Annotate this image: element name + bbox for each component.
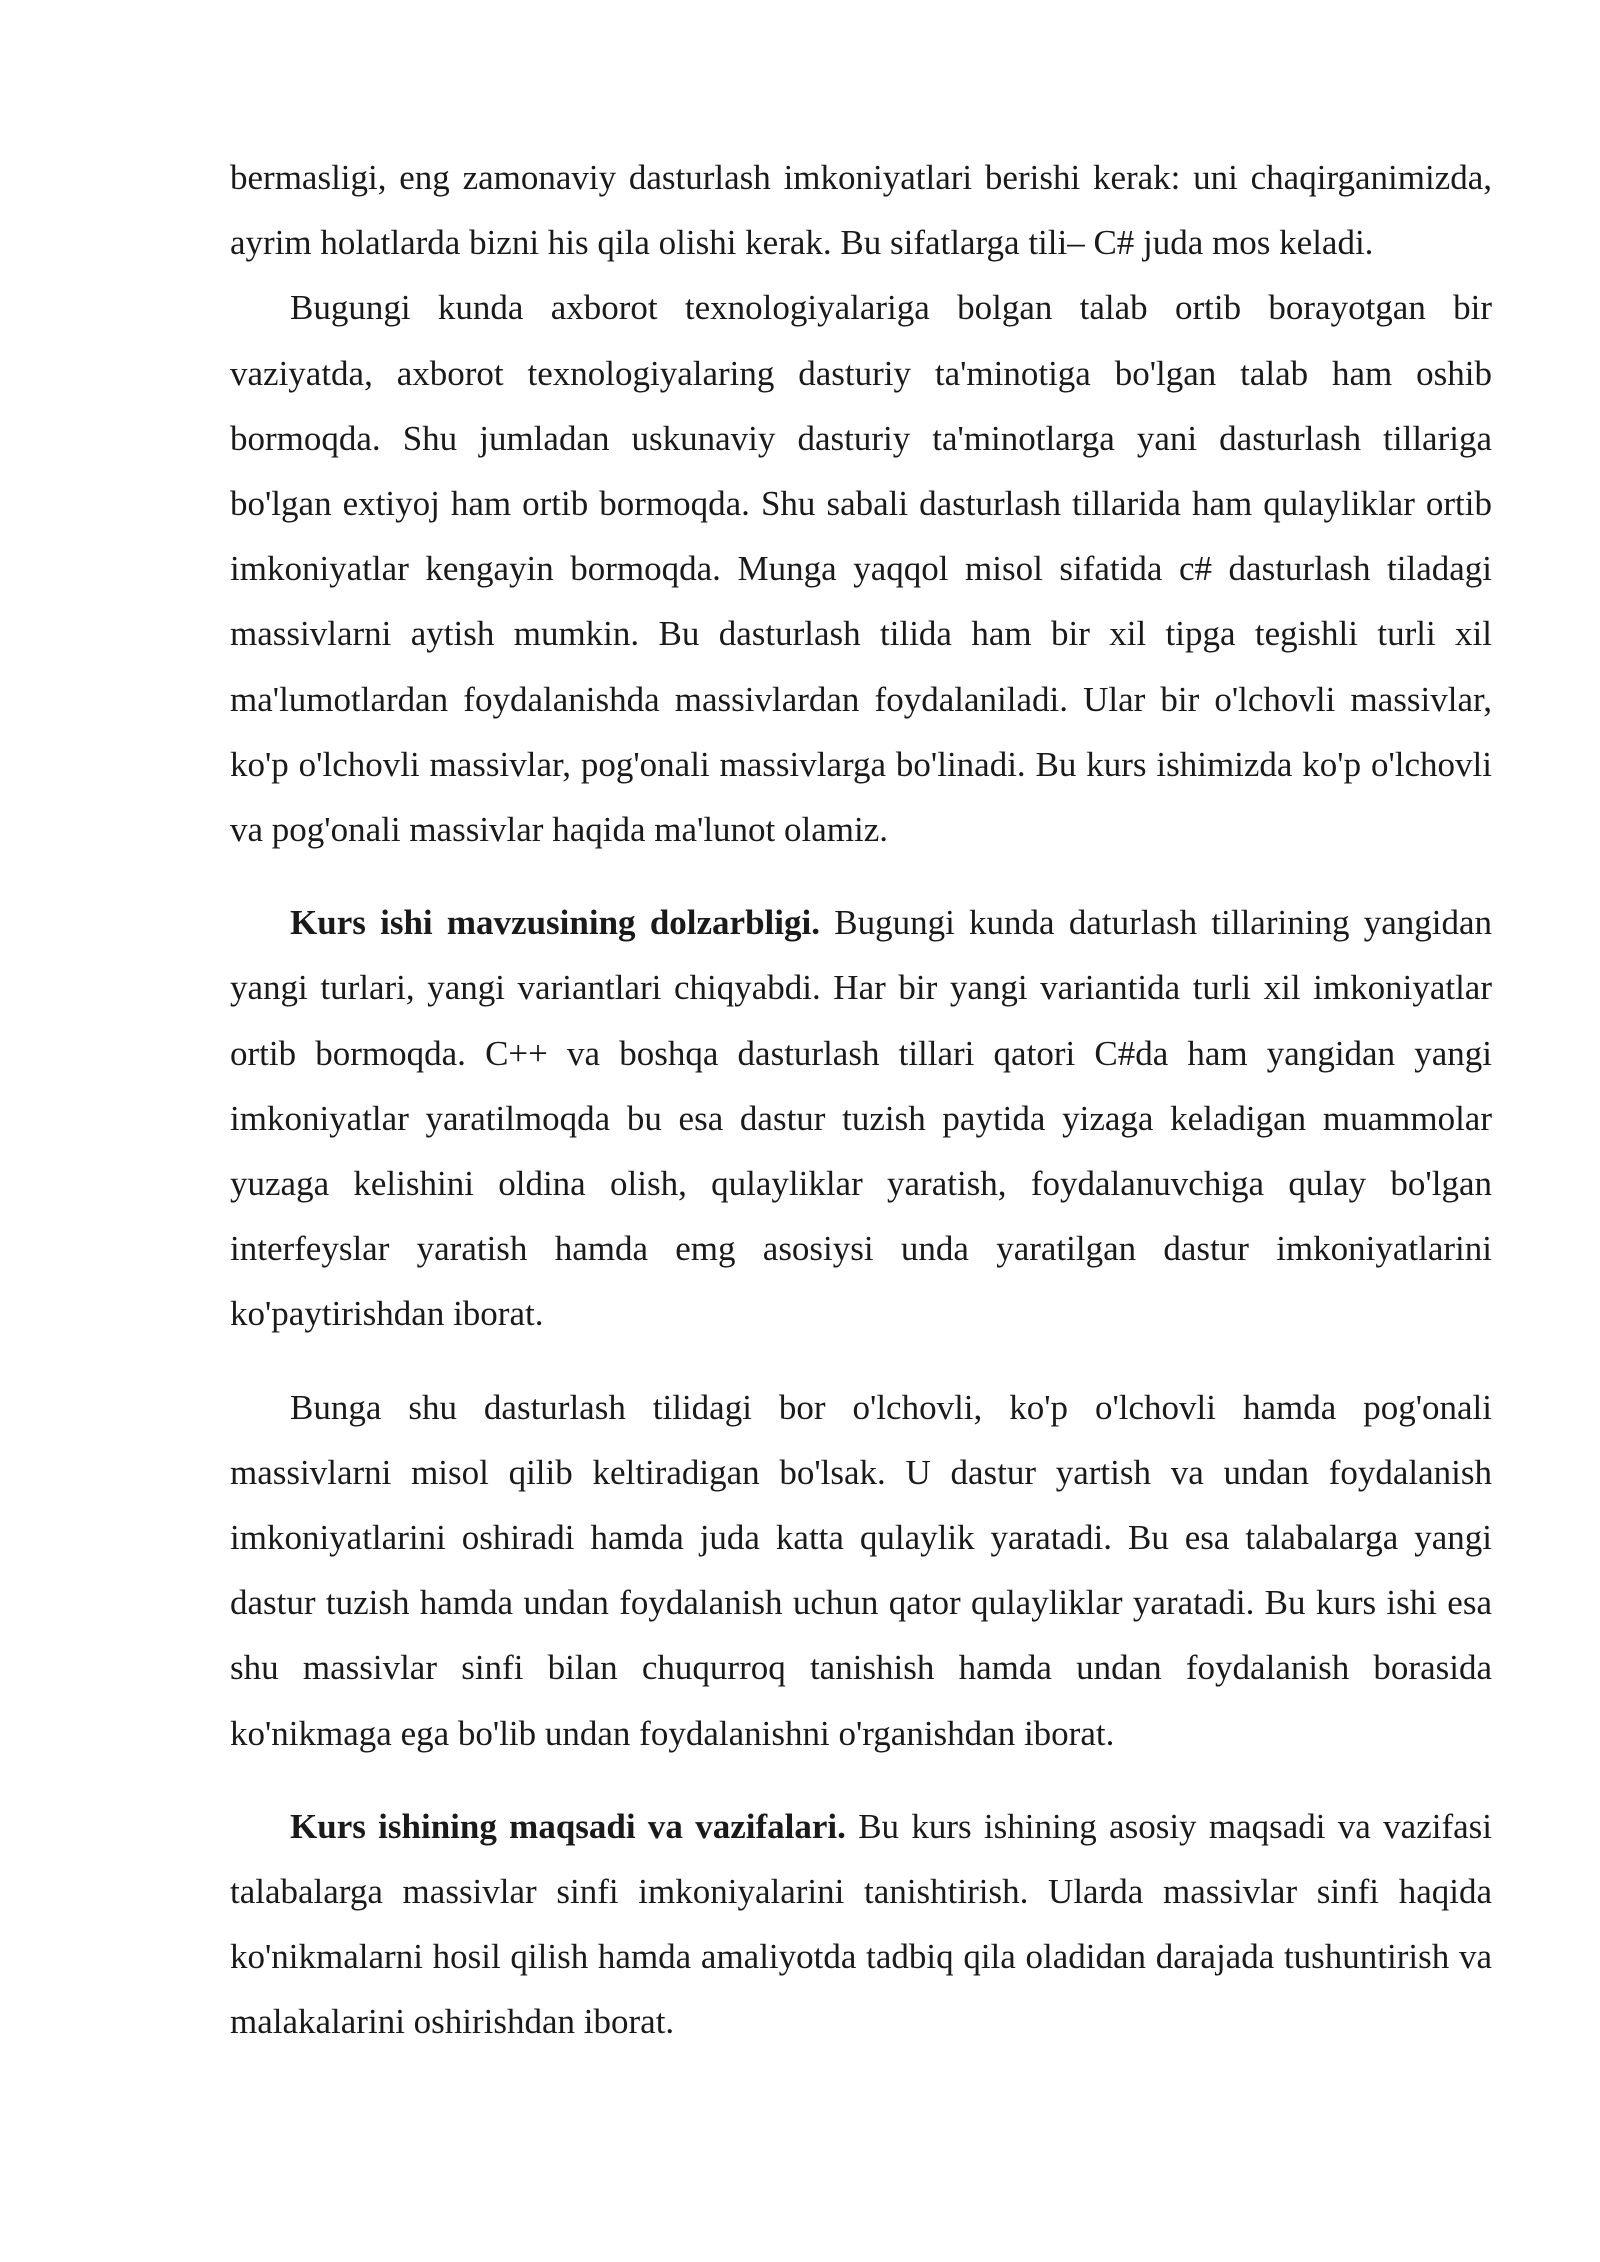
document-body xyxy=(230,145,1492,2055)
section-heading-goals: Kurs ishining maqsadi va vazifalari. xyxy=(290,1806,846,1846)
paragraph-text: Bugungi kunda daturlash tillarining yangidan yangi turlari, yangi variantlari chiqyabdi. Har bir yangi variantida turli xil imkoniyatlar ortib bormoqda. C++ va boshqa dasturlash tillari qatori C#da ham yangidan yangi imkoniyatlar yaratilmoqda bu esa dastur tuzish paytida yizaga keladigan muammolar yuzaga kelishini oldina olish, qulayliklar yaratish, foydalanuvchiga qulay bo'lgan interfeyslar yaratish hamda emg asosiysi unda yaratilgan dastur imkoniyatlarini ko'paytirishdan iborat. xyxy=(230,903,1492,1334)
paragraph-relevance xyxy=(230,890,1492,1346)
paragraph-text: Bugungi kunda axborot texnologiyalariga bolgan talab ortib borayotgan bir vaziyatda, axborot texnologiyalaring dasturiy ta'minotiga bo'lgan talab ham oshib bormoqda. Shu jumladan uskunaviy dasturiy ta'minotlarga yani dasturlash tillariga bo'lgan extiyoj ham ortib bormoqda. Shu sabali dasturlash tillarida ham qulayliklar ortib imkoniyatlar kengayin bormoqda. Munga yaqqol misol sifatida c# dasturlash tiladagi massivlarni aytish mumkin. Bu dasturlash tilida ham bir xil tipga tegishli turli xil ma'lumotlardan foydalanishda massivlardan foydalaniladi. Ular bir o'lchovli massivlar, ko'p o'lchovli massivlar, pog'onali massivlarga bo'linadi. Bu kurs ishimizda ko'p o'lchovli va pog'onali massivlar haqida ma'lunot olamiz. xyxy=(230,288,1492,850)
paragraph-goals xyxy=(230,1794,1492,2055)
section-heading-relevance: Kurs ishi mavzusining dolzarbligi. xyxy=(290,903,820,943)
paragraph-text: Bunga shu dasturlash tilidagi bor o'lchovli, ko'p o'lchovli hamda pog'onali massivlarni misol qilib keltiradigan bo'lsak. U dastur yartish va undan foydalanish imkoniyatlarini oshiradi hamda juda katta qulaylik yaratadi. Bu esa talabalarga yangi dastur tuzish hamda undan foydalanish uchun qator qulayliklar yaratadi. Bu kurs ishi esa shu massivlar sinfi bilan chuqurroq tanishish hamda undan foydalanish borasida ko'nikmaga ega bo'lib undan foydalanishni o'rganishdan iborat. xyxy=(230,1387,1492,1753)
paragraph-intro-continuation xyxy=(230,145,1492,275)
paragraph-arrays-usage xyxy=(230,1375,1492,1766)
paragraph-text: bermasligi, eng zamonaviy dasturlash imkoniyatlari berishi kerak: uni chaqirganimizda, ayrim holatlarda bizni his qila olishi kerak. Bu sifatlarga tili– C# juda mos keladi. xyxy=(230,158,1492,263)
paragraph-information-technology xyxy=(230,275,1492,862)
paragraph-text: Bu kurs ishining asosiy maqsadi va vazifasi talabalarga massivlar sinfi imkoniyalarini tanishtirish. Ularda massivlar sinfi haqida ko'nikmalarni hosil qilish hamda amaliyotda tadbiq qila oladidan darajada tushuntirish va malakalarini oshirishdan iborat. xyxy=(230,1806,1492,2042)
